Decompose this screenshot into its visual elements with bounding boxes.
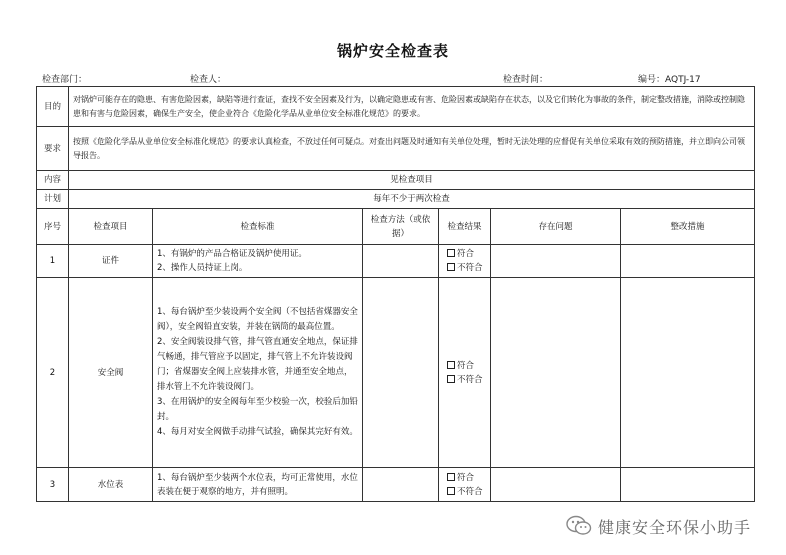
purpose-label: 目的 [37,87,69,127]
row-standard [153,278,363,468]
standard-line: 3、在用锅炉的安全阀每年至少校验一次，校验后加铅封。 [157,397,358,422]
row-item: 证件 [69,245,153,278]
meta-time: 检查时间： [503,75,549,85]
row-issue[interactable] [491,468,621,502]
inspection-table [36,86,755,502]
plan-text: 每年不少于两次检查 [69,190,755,209]
standard-line: 4、每月对安全阀做手动排气试验，确保其完好有效。 [157,427,358,437]
header-row [37,209,755,245]
checkbox-icon[interactable] [447,263,455,271]
row-item: 安全阀 [69,278,153,468]
row-fix[interactable] [621,468,755,502]
row-fix[interactable] [621,278,755,468]
meta-inspector: 检查人： [190,75,227,85]
requirement-row [37,127,755,171]
row-result [439,278,491,468]
row-seq: 1 [37,245,69,278]
content-text: 见检查项目 [69,171,755,190]
purpose-text: 对锅炉可能存在的隐患、有害危险因素，缺陷等进行查证，查找不安全因素及行为，以确定隐患或有害、危险因素或缺陷存在状态，以及它们转化为事故的条件，制定整改措施，消除或控制隐患和有害与危险因素，确保生产安全，使企业符合《危险化学品从业单位安全标准化规范》的要求。 [69,87,755,127]
checkbox-icon[interactable] [447,249,455,257]
row-seq: 2 [37,278,69,468]
standard-line: 2、安全阀装设排气管，排气管直通安全地点，保证排气畅通，排气管应予以固定，排气管上不允许装设阀门；省煤器安全阀上应装排水管，并通至安全地点，排水管上不允许装设阀门。 [157,337,358,392]
header-result: 检查结果 [439,209,491,245]
content-row [37,171,755,190]
plan-row [37,190,755,209]
header-method: 检查方法（或依据） [363,209,439,245]
checkbox-icon[interactable] [447,487,455,495]
meta-dept: 检查部门： [42,75,88,85]
wechat-logo-icon [566,515,592,537]
table-row [37,278,755,468]
row-item: 水位表 [69,468,153,502]
table-row [37,245,755,278]
row-seq: 3 [37,468,69,502]
content-label: 内容 [37,171,69,190]
row-fix[interactable] [621,245,755,278]
header-fix: 整改措施 [621,209,755,245]
standard-line: 1、每台锅炉至少装两个水位表，均可正常使用，水位表装在便于观察的地方，并有照明。 [157,472,358,497]
page-title: 锅炉安全检查表 [336,42,449,60]
checkbox-icon[interactable] [447,361,455,369]
meta-code: 编号：AQTJ-17 [638,75,701,85]
standard-line: 1、有锅炉的产品合格证及锅炉使用证。 [157,249,307,259]
standard-line: 2、操作人员持证上岗。 [157,263,248,273]
result-ng-option[interactable]: 不符合 [443,373,486,387]
row-issue[interactable] [491,245,621,278]
row-standard [153,245,363,278]
result-ng-option[interactable]: 不符合 [443,485,486,499]
row-method[interactable] [363,468,439,502]
header-item: 检查项目 [69,209,153,245]
row-standard [153,468,363,502]
table-row [37,468,755,502]
watermark-text: 健康安全环保小助手 [598,517,752,537]
header-issue: 存在问题 [491,209,621,245]
result-ok-option[interactable]: 符合 [443,247,486,261]
requirement-text: 按照《危险化学品从业单位安全标准化规范》的要求认真检查，不放过任何可疑点。对查出问题及时通知有关单位处理，暂时无法处理的应督促有关单位采取有效的预防措施，并立即向公司领导报告。 [69,127,755,171]
row-method[interactable] [363,278,439,468]
purpose-row [37,87,755,127]
row-method[interactable] [363,245,439,278]
result-ok-option[interactable]: 符合 [443,359,486,373]
header-seq: 序号 [37,209,69,245]
row-issue[interactable] [491,278,621,468]
row-result [439,245,491,278]
requirement-label: 要求 [37,127,69,171]
standard-line: 1、每台锅炉至少装设两个安全阀（不包括省煤器安全阀），安全阀铅直安装，并装在锅筒的最高位置。 [157,307,358,332]
plan-label: 计划 [37,190,69,209]
result-ng-option[interactable]: 不符合 [443,261,486,275]
checkbox-icon[interactable] [447,375,455,383]
result-ok-option[interactable]: 符合 [443,471,486,485]
header-standard: 检查标准 [153,209,363,245]
watermark [566,512,751,540]
row-result [439,468,491,502]
checkbox-icon[interactable] [447,473,455,481]
